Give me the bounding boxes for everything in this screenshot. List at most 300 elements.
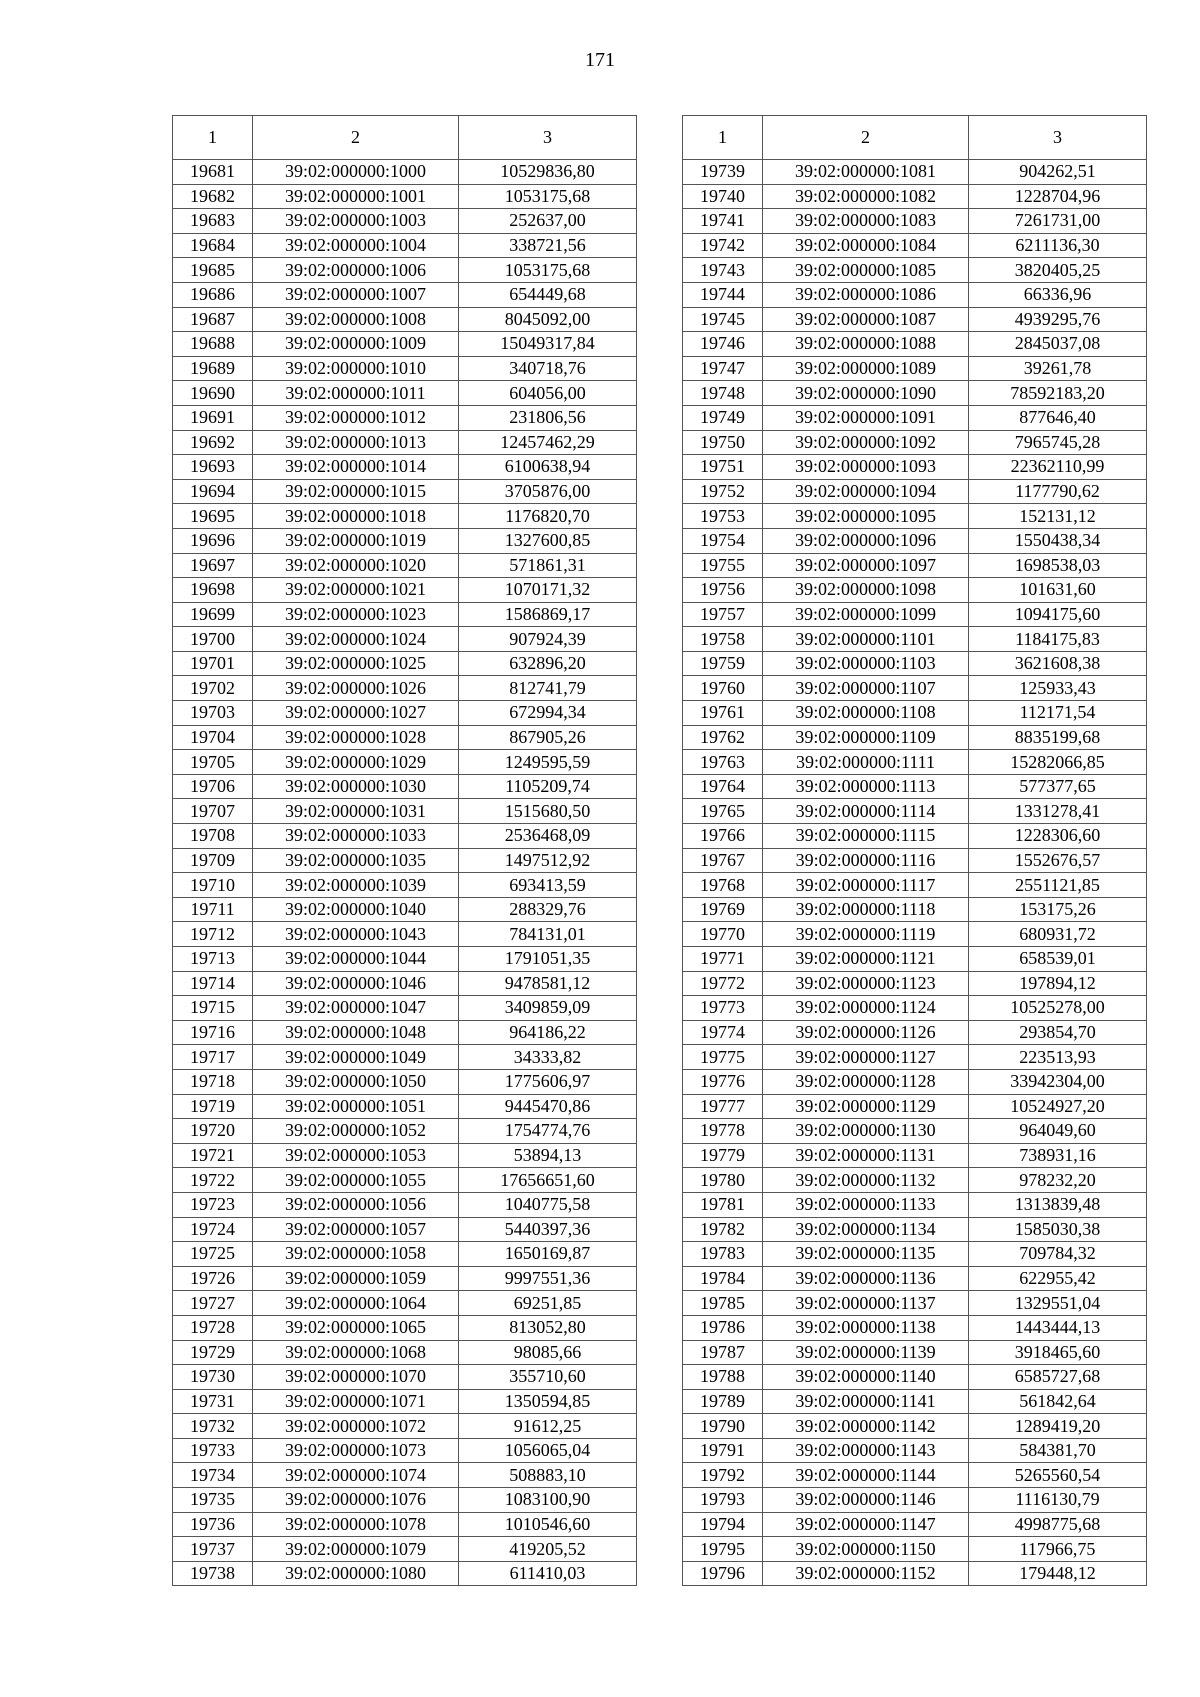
row-number-cell: 19794 [683, 1512, 763, 1537]
table-row [683, 1045, 1147, 1070]
value-cell: 5440397,36 [459, 1217, 637, 1242]
row-number-cell: 19727 [173, 1291, 253, 1316]
table-row [683, 1119, 1147, 1144]
table-row [683, 1389, 1147, 1414]
value-cell: 1228306,60 [969, 824, 1147, 849]
cadastral-number-cell: 39:02:000000:1035 [253, 848, 459, 873]
cadastral-number-cell: 39:02:000000:1078 [253, 1512, 459, 1537]
row-number-cell: 19751 [683, 455, 763, 480]
row-number-cell: 19787 [683, 1340, 763, 1365]
table-row [173, 209, 637, 234]
table-row [683, 725, 1147, 750]
row-number-cell: 19770 [683, 922, 763, 947]
table-row [173, 701, 637, 726]
table-row [683, 971, 1147, 996]
row-number-cell: 19769 [683, 897, 763, 922]
cadastral-number-cell: 39:02:000000:1072 [253, 1414, 459, 1439]
row-number-cell: 19700 [173, 627, 253, 652]
cadastral-number-cell: 39:02:000000:1019 [253, 528, 459, 553]
value-cell: 1586869,17 [459, 602, 637, 627]
table-row [683, 1463, 1147, 1488]
row-number-cell: 19692 [173, 430, 253, 455]
row-number-cell: 19764 [683, 774, 763, 799]
cadastral-number-cell: 39:02:000000:1150 [763, 1537, 969, 1562]
cadastral-number-cell: 39:02:000000:1030 [253, 774, 459, 799]
cadastral-number-cell: 39:02:000000:1074 [253, 1463, 459, 1488]
row-number-cell: 19683 [173, 209, 253, 234]
cadastral-number-cell: 39:02:000000:1047 [253, 996, 459, 1021]
row-number-cell: 19768 [683, 873, 763, 898]
row-number-cell: 19793 [683, 1488, 763, 1513]
value-cell: 784131,01 [459, 922, 637, 947]
value-cell: 340718,76 [459, 356, 637, 381]
value-cell: 7261731,00 [969, 209, 1147, 234]
value-cell: 9997551,36 [459, 1266, 637, 1291]
value-cell: 117966,75 [969, 1537, 1147, 1562]
row-number-cell: 19778 [683, 1119, 763, 1144]
table-row [683, 504, 1147, 529]
column-header-1: 1 [173, 116, 253, 160]
table-row [683, 750, 1147, 775]
cadastral-number-cell: 39:02:000000:1023 [253, 602, 459, 627]
row-number-cell: 19731 [173, 1389, 253, 1414]
table-row [683, 1020, 1147, 1045]
row-number-cell: 19705 [173, 750, 253, 775]
table-row [173, 455, 637, 480]
value-cell: 112171,54 [969, 701, 1147, 726]
value-cell: 1329551,04 [969, 1291, 1147, 1316]
table-row [683, 307, 1147, 332]
cadastral-number-cell: 39:02:000000:1135 [763, 1242, 969, 1267]
cadastral-number-cell: 39:02:000000:1021 [253, 578, 459, 603]
cadastral-number-cell: 39:02:000000:1027 [253, 701, 459, 726]
cadastral-number-cell: 39:02:000000:1014 [253, 455, 459, 480]
value-cell: 153175,26 [969, 897, 1147, 922]
cadastral-number-cell: 39:02:000000:1084 [763, 233, 969, 258]
table-row [683, 676, 1147, 701]
table-row [683, 1512, 1147, 1537]
cadastral-number-cell: 39:02:000000:1007 [253, 282, 459, 307]
value-cell: 1754774,76 [459, 1119, 637, 1144]
row-number-cell: 19739 [683, 160, 763, 185]
value-cell: 197894,12 [969, 971, 1147, 996]
value-cell: 680931,72 [969, 922, 1147, 947]
table-row [683, 1094, 1147, 1119]
table-row [683, 897, 1147, 922]
row-number-cell: 19759 [683, 651, 763, 676]
row-number-cell: 19724 [173, 1217, 253, 1242]
row-number-cell: 19698 [173, 578, 253, 603]
table-row [683, 1291, 1147, 1316]
table-row [683, 233, 1147, 258]
cadastral-number-cell: 39:02:000000:1088 [763, 332, 969, 357]
table-row [173, 947, 637, 972]
cadastral-number-cell: 39:02:000000:1091 [763, 405, 969, 430]
row-number-cell: 19743 [683, 258, 763, 283]
value-cell: 1056065,04 [459, 1438, 637, 1463]
table-row [173, 184, 637, 209]
cadastral-number-cell: 39:02:000000:1138 [763, 1315, 969, 1340]
row-number-cell: 19775 [683, 1045, 763, 1070]
cadastral-number-cell: 39:02:000000:1119 [763, 922, 969, 947]
cadastral-number-cell: 39:02:000000:1058 [253, 1242, 459, 1267]
value-cell: 10529836,80 [459, 160, 637, 185]
row-number-cell: 19791 [683, 1438, 763, 1463]
row-number-cell: 19747 [683, 356, 763, 381]
table-row [173, 332, 637, 357]
value-cell: 69251,85 [459, 1291, 637, 1316]
cadastral-number-cell: 39:02:000000:1096 [763, 528, 969, 553]
row-number-cell: 19737 [173, 1537, 253, 1562]
cadastral-number-cell: 39:02:000000:1146 [763, 1488, 969, 1513]
value-cell: 53894,13 [459, 1143, 637, 1168]
table-row [173, 1340, 637, 1365]
cadastral-number-cell: 39:02:000000:1011 [253, 381, 459, 406]
value-cell: 1327600,85 [459, 528, 637, 553]
row-number-cell: 19734 [173, 1463, 253, 1488]
value-cell: 964049,60 [969, 1119, 1147, 1144]
table-row [683, 578, 1147, 603]
cadastral-number-cell: 39:02:000000:1010 [253, 356, 459, 381]
cadastral-number-cell: 39:02:000000:1140 [763, 1365, 969, 1390]
cadastral-number-cell: 39:02:000000:1094 [763, 479, 969, 504]
row-number-cell: 19781 [683, 1192, 763, 1217]
cadastral-number-cell: 39:02:000000:1050 [253, 1069, 459, 1094]
cadastral-number-cell: 39:02:000000:1116 [763, 848, 969, 873]
value-cell: 125933,43 [969, 676, 1147, 701]
table-row [683, 701, 1147, 726]
value-cell: 693413,59 [459, 873, 637, 898]
cadastral-number-cell: 39:02:000000:1053 [253, 1143, 459, 1168]
cadastral-number-cell: 39:02:000000:1131 [763, 1143, 969, 1168]
row-number-cell: 19760 [683, 676, 763, 701]
value-cell: 252637,00 [459, 209, 637, 234]
cadastral-number-cell: 39:02:000000:1086 [763, 282, 969, 307]
cadastral-number-cell: 39:02:000000:1012 [253, 405, 459, 430]
value-cell: 22362110,99 [969, 455, 1147, 480]
cadastral-number-cell: 39:02:000000:1103 [763, 651, 969, 676]
cadastral-number-cell: 39:02:000000:1006 [253, 258, 459, 283]
table-row [173, 258, 637, 283]
row-number-cell: 19741 [683, 209, 763, 234]
value-cell: 1289419,20 [969, 1414, 1147, 1439]
table-row [683, 602, 1147, 627]
row-number-cell: 19719 [173, 1094, 253, 1119]
value-cell: 419205,52 [459, 1537, 637, 1562]
table-row [683, 455, 1147, 480]
row-number-cell: 19738 [173, 1561, 253, 1586]
cadastral-number-cell: 39:02:000000:1089 [763, 356, 969, 381]
row-number-cell: 19763 [683, 750, 763, 775]
cadastral-number-cell: 39:02:000000:1136 [763, 1266, 969, 1291]
row-number-cell: 19773 [683, 996, 763, 1021]
cadastral-number-cell: 39:02:000000:1039 [253, 873, 459, 898]
row-number-cell: 19792 [683, 1463, 763, 1488]
table-row [683, 1192, 1147, 1217]
row-number-cell: 19748 [683, 381, 763, 406]
value-cell: 1552676,57 [969, 848, 1147, 873]
table-row [173, 1217, 637, 1242]
value-cell: 15282066,85 [969, 750, 1147, 775]
table-row [173, 1414, 637, 1439]
cadastral-number-cell: 39:02:000000:1101 [763, 627, 969, 652]
value-cell: 658539,01 [969, 947, 1147, 972]
table-row [683, 799, 1147, 824]
row-number-cell: 19784 [683, 1266, 763, 1291]
value-cell: 877646,40 [969, 405, 1147, 430]
row-number-cell: 19782 [683, 1217, 763, 1242]
cadastral-number-cell: 39:02:000000:1013 [253, 430, 459, 455]
value-cell: 1177790,62 [969, 479, 1147, 504]
row-number-cell: 19714 [173, 971, 253, 996]
cadastral-number-cell: 39:02:000000:1117 [763, 873, 969, 898]
value-cell: 604056,00 [459, 381, 637, 406]
row-number-cell: 19750 [683, 430, 763, 455]
row-number-cell: 19744 [683, 282, 763, 307]
column-header-2: 2 [253, 116, 459, 160]
cadastral-number-cell: 39:02:000000:1141 [763, 1389, 969, 1414]
cadastral-number-cell: 39:02:000000:1059 [253, 1266, 459, 1291]
row-number-cell: 19749 [683, 405, 763, 430]
cadastral-number-cell: 39:02:000000:1085 [763, 258, 969, 283]
row-number-cell: 19732 [173, 1414, 253, 1439]
value-cell: 672994,34 [459, 701, 637, 726]
cadastral-number-cell: 39:02:000000:1029 [253, 750, 459, 775]
table-row [683, 381, 1147, 406]
value-cell: 1249595,59 [459, 750, 637, 775]
cadastral-number-cell: 39:02:000000:1043 [253, 922, 459, 947]
value-cell: 1331278,41 [969, 799, 1147, 824]
row-number-cell: 19785 [683, 1291, 763, 1316]
row-number-cell: 19693 [173, 455, 253, 480]
cadastral-number-cell: 39:02:000000:1127 [763, 1045, 969, 1070]
table-row [683, 774, 1147, 799]
row-number-cell: 19684 [173, 233, 253, 258]
table-row [173, 774, 637, 799]
table-row [173, 405, 637, 430]
cadastral-number-cell: 39:02:000000:1137 [763, 1291, 969, 1316]
table-row [173, 553, 637, 578]
row-number-cell: 19796 [683, 1561, 763, 1586]
row-number-cell: 19682 [173, 184, 253, 209]
row-number-cell: 19702 [173, 676, 253, 701]
table-right [682, 115, 1147, 1586]
table-row [173, 479, 637, 504]
row-number-cell: 19687 [173, 307, 253, 332]
cadastral-number-cell: 39:02:000000:1004 [253, 233, 459, 258]
value-cell: 1184175,83 [969, 627, 1147, 652]
row-number-cell: 19772 [683, 971, 763, 996]
table-row [683, 1414, 1147, 1439]
row-number-cell: 19762 [683, 725, 763, 750]
table-row [683, 1561, 1147, 1586]
table-row [683, 553, 1147, 578]
cadastral-number-cell: 39:02:000000:1126 [763, 1020, 969, 1045]
value-cell: 2536468,09 [459, 824, 637, 849]
cadastral-number-cell: 39:02:000000:1046 [253, 971, 459, 996]
row-number-cell: 19720 [173, 1119, 253, 1144]
value-cell: 1585030,38 [969, 1217, 1147, 1242]
row-number-cell: 19711 [173, 897, 253, 922]
cadastral-number-cell: 39:02:000000:1090 [763, 381, 969, 406]
table-row [173, 160, 637, 185]
table-row [683, 1537, 1147, 1562]
value-cell: 231806,56 [459, 405, 637, 430]
cadastral-number-cell: 39:02:000000:1115 [763, 824, 969, 849]
table-row [173, 1488, 637, 1513]
cadastral-number-cell: 39:02:000000:1048 [253, 1020, 459, 1045]
cadastral-number-cell: 39:02:000000:1064 [253, 1291, 459, 1316]
row-number-cell: 19771 [683, 947, 763, 972]
value-cell: 12457462,29 [459, 430, 637, 455]
table-row [173, 1537, 637, 1562]
table-row [173, 1069, 637, 1094]
cadastral-number-cell: 39:02:000000:1049 [253, 1045, 459, 1070]
row-number-cell: 19709 [173, 848, 253, 873]
value-cell: 813052,80 [459, 1315, 637, 1340]
table-row [173, 356, 637, 381]
table-row [683, 947, 1147, 972]
cadastral-number-cell: 39:02:000000:1057 [253, 1217, 459, 1242]
cadastral-number-cell: 39:02:000000:1055 [253, 1168, 459, 1193]
table-row [683, 1266, 1147, 1291]
table-row [683, 258, 1147, 283]
row-number-cell: 19723 [173, 1192, 253, 1217]
table-row [173, 1242, 637, 1267]
cadastral-number-cell: 39:02:000000:1082 [763, 184, 969, 209]
table-row [173, 750, 637, 775]
table-row [683, 848, 1147, 873]
value-cell: 3820405,25 [969, 258, 1147, 283]
table-row [683, 479, 1147, 504]
value-cell: 9445470,86 [459, 1094, 637, 1119]
cadastral-number-cell: 39:02:000000:1095 [763, 504, 969, 529]
row-number-cell: 19761 [683, 701, 763, 726]
value-cell: 17656651,60 [459, 1168, 637, 1193]
table-left [172, 115, 637, 1586]
value-cell: 8045092,00 [459, 307, 637, 332]
value-cell: 6211136,30 [969, 233, 1147, 258]
value-cell: 4939295,76 [969, 307, 1147, 332]
cadastral-number-cell: 39:02:000000:1092 [763, 430, 969, 455]
value-cell: 1515680,50 [459, 799, 637, 824]
column-header-3: 3 [459, 116, 637, 160]
value-cell: 622955,42 [969, 1266, 1147, 1291]
table-row [173, 307, 637, 332]
value-cell: 571861,31 [459, 553, 637, 578]
value-cell: 66336,96 [969, 282, 1147, 307]
cadastral-number-cell: 39:02:000000:1081 [763, 160, 969, 185]
cadastral-number-cell: 39:02:000000:1071 [253, 1389, 459, 1414]
table-row [683, 1340, 1147, 1365]
row-number-cell: 19742 [683, 233, 763, 258]
value-cell: 1550438,34 [969, 528, 1147, 553]
table-row [173, 1020, 637, 1045]
row-number-cell: 19703 [173, 701, 253, 726]
table-row [683, 1143, 1147, 1168]
table-row [173, 1291, 637, 1316]
cadastral-number-cell: 39:02:000000:1098 [763, 578, 969, 603]
table-row [173, 1389, 637, 1414]
value-cell: 355710,60 [459, 1365, 637, 1390]
value-cell: 561842,64 [969, 1389, 1147, 1414]
cadastral-number-cell: 39:02:000000:1144 [763, 1463, 969, 1488]
value-cell: 508883,10 [459, 1463, 637, 1488]
cadastral-number-cell: 39:02:000000:1113 [763, 774, 969, 799]
table-row [173, 1512, 637, 1537]
table-row [683, 922, 1147, 947]
table-row [683, 405, 1147, 430]
value-cell: 738931,16 [969, 1143, 1147, 1168]
column-header-1: 1 [683, 116, 763, 160]
row-number-cell: 19745 [683, 307, 763, 332]
value-cell: 338721,56 [459, 233, 637, 258]
value-cell: 1443444,13 [969, 1315, 1147, 1340]
table-row [173, 651, 637, 676]
table-row [173, 848, 637, 873]
value-cell: 33942304,00 [969, 1069, 1147, 1094]
table-row [173, 381, 637, 406]
table-row [173, 1168, 637, 1193]
table-row [173, 873, 637, 898]
row-number-cell: 19710 [173, 873, 253, 898]
row-number-cell: 19688 [173, 332, 253, 357]
row-number-cell: 19722 [173, 1168, 253, 1193]
cadastral-number-cell: 39:02:000000:1083 [763, 209, 969, 234]
header-row [683, 116, 1147, 160]
row-number-cell: 19752 [683, 479, 763, 504]
value-cell: 2551121,85 [969, 873, 1147, 898]
table-row [173, 430, 637, 455]
value-cell: 1070171,32 [459, 578, 637, 603]
value-cell: 1698538,03 [969, 553, 1147, 578]
row-number-cell: 19717 [173, 1045, 253, 1070]
row-number-cell: 19786 [683, 1315, 763, 1340]
cadastral-number-cell: 39:02:000000:1028 [253, 725, 459, 750]
value-cell: 91612,25 [459, 1414, 637, 1439]
row-number-cell: 19774 [683, 1020, 763, 1045]
cadastral-number-cell: 39:02:000000:1097 [763, 553, 969, 578]
row-number-cell: 19779 [683, 1143, 763, 1168]
table-row [173, 824, 637, 849]
table-row [173, 996, 637, 1021]
value-cell: 293854,70 [969, 1020, 1147, 1045]
value-cell: 1094175,60 [969, 602, 1147, 627]
value-cell: 1350594,85 [459, 1389, 637, 1414]
table-row [683, 332, 1147, 357]
cadastral-number-cell: 39:02:000000:1142 [763, 1414, 969, 1439]
row-number-cell: 19708 [173, 824, 253, 849]
cadastral-number-cell: 39:02:000000:1024 [253, 627, 459, 652]
table-row [683, 209, 1147, 234]
cadastral-number-cell: 39:02:000000:1128 [763, 1069, 969, 1094]
table-row [173, 1266, 637, 1291]
table-row [173, 528, 637, 553]
row-number-cell: 19694 [173, 479, 253, 504]
value-cell: 2845037,08 [969, 332, 1147, 357]
value-cell: 1650169,87 [459, 1242, 637, 1267]
table-row [173, 725, 637, 750]
row-number-cell: 19686 [173, 282, 253, 307]
row-number-cell: 19715 [173, 996, 253, 1021]
value-cell: 3409859,09 [459, 996, 637, 1021]
row-number-cell: 19712 [173, 922, 253, 947]
cadastral-number-cell: 39:02:000000:1109 [763, 725, 969, 750]
value-cell: 584381,70 [969, 1438, 1147, 1463]
table-row [683, 651, 1147, 676]
row-number-cell: 19704 [173, 725, 253, 750]
row-number-cell: 19795 [683, 1537, 763, 1562]
